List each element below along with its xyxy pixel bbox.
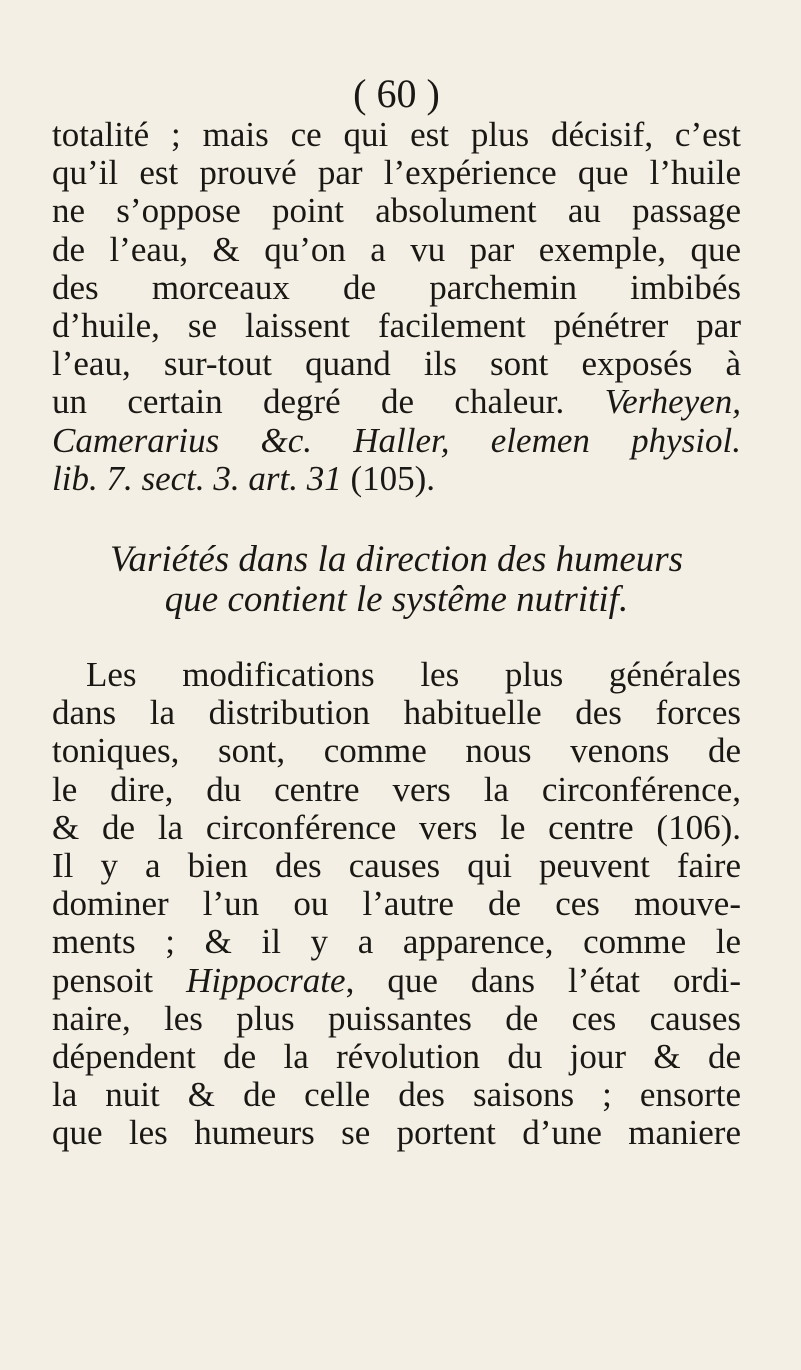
page-margin-bottom <box>0 1290 801 1370</box>
text-line: la nuit & de celle des saisons ; ensorte <box>52 1076 741 1115</box>
text-line: qu’il est prouvé par l’expérience que l’huile <box>52 154 741 193</box>
text-line: l’eau, sur-tout quand ils sont exposés à <box>52 345 741 384</box>
text-line: que les humeurs se portent d’une maniere <box>52 1114 741 1153</box>
text-line: dominer l’un ou l’autre de ces mouve- <box>52 885 741 924</box>
text-line: naire, les plus puissantes de ces causes <box>52 999 741 1038</box>
text-line: le dire, du centre vers la circonférence, <box>52 770 741 809</box>
citation-reference: lib. 7. sect. 3. art. 31 <box>52 459 342 498</box>
page-number: ( 60 ) <box>353 71 440 116</box>
text-line: toniques, sont, comme nous venons de <box>52 732 741 771</box>
section-heading <box>52 540 741 620</box>
text-line <box>52 383 741 421</box>
text-line: totalité ; mais ce qui est plus décisif, c’est <box>52 116 741 154</box>
paragraph-1 <box>52 116 741 498</box>
citation-line <box>52 460 741 498</box>
citation-author: Verheyen, <box>604 383 741 422</box>
text-line: des morceaux de parchemin imbibés <box>52 268 741 307</box>
text-line <box>52 962 741 1000</box>
text-line: ments ; & il y a apparence, comme le <box>52 923 741 962</box>
heading-line: que contient le systême nutritif. <box>164 579 629 621</box>
text-line: ne s’oppose point absolument au passage <box>52 192 741 231</box>
text-line: de l’eau, & qu’on a vu par exemple, que <box>52 230 741 269</box>
author-name: Hippocrate <box>186 961 346 1000</box>
paragraph-2 <box>52 656 741 1153</box>
citation-line: Camerarius &c. Haller, elemen physiol. <box>52 421 741 460</box>
text-segment: un certain degré de chaleur. <box>52 383 565 422</box>
text-line: & de la circonférence vers le centre (106). <box>52 808 741 847</box>
citation-number: (105). <box>350 459 436 498</box>
text-line: d’huile, se laissent facilement pénétrer par <box>52 307 741 346</box>
text-line: Les modifications les plus générales <box>86 656 741 695</box>
text-segment: , que dans l’état ordi- <box>345 961 741 1000</box>
text-line: dépendent de la révolution du jour & de <box>52 1038 741 1077</box>
text-line: Il y a bien des causes qui peuvent faire <box>52 847 741 886</box>
text-line: dans la distribution habituelle des forces <box>52 694 741 733</box>
heading-line: Variétés dans la direction des humeurs <box>109 539 684 581</box>
text-segment: pensoit <box>52 961 154 1000</box>
